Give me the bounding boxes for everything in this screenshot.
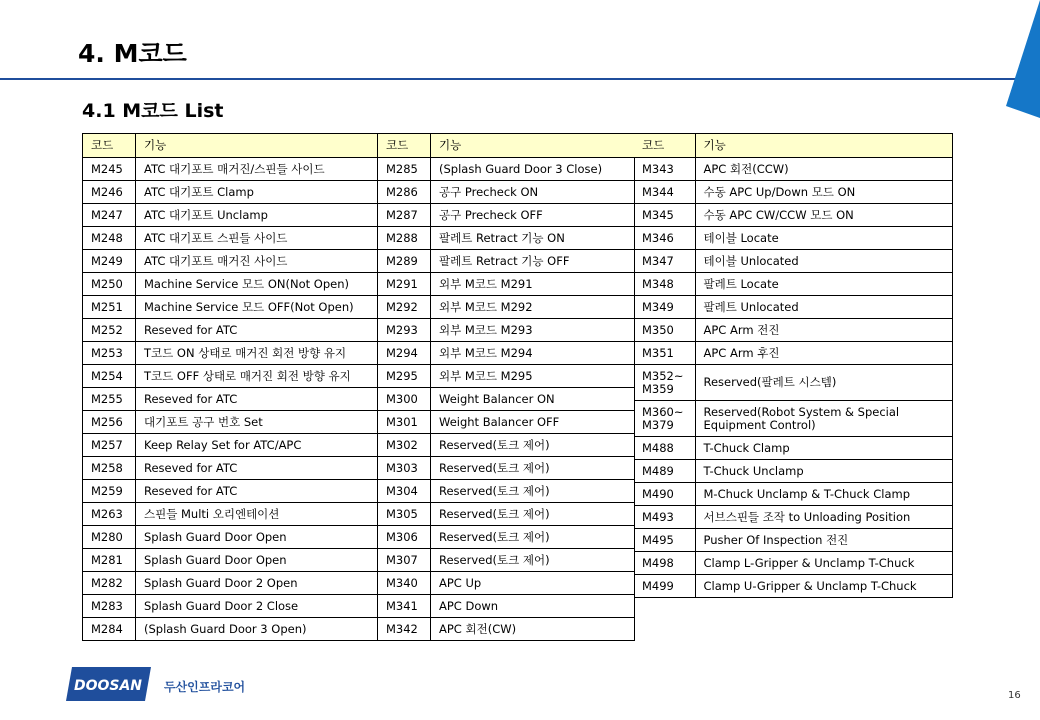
function-cell: Weight Balancer ON bbox=[431, 388, 635, 411]
table-row bbox=[83, 480, 635, 503]
table-row bbox=[634, 529, 952, 552]
function-cell: Reserved(Robot System & Special Equipment Control) bbox=[695, 401, 952, 437]
function-cell: 외부 M코드 M294 bbox=[431, 342, 635, 365]
table-row bbox=[634, 460, 952, 483]
function-cell: Splash Guard Door Open bbox=[136, 549, 378, 572]
code-cell: M343 bbox=[634, 158, 695, 181]
function-cell: 스핀들 Multi 오리엔테이션 bbox=[136, 503, 378, 526]
function-cell: 외부 M코드 M295 bbox=[431, 365, 635, 388]
function-cell: Clamp L-Gripper & Unclamp T-Chuck bbox=[695, 552, 952, 575]
table1-header-row bbox=[83, 134, 635, 158]
function-cell: ATC 대기포트 매거진/스핀들 사이드 bbox=[136, 158, 378, 181]
table2-header-row bbox=[634, 134, 952, 158]
function-cell: Machine Service 모드 OFF(Not Open) bbox=[136, 296, 378, 319]
function-cell: Reserved(토크 제어) bbox=[431, 526, 635, 549]
function-cell: T-Chuck Clamp bbox=[695, 437, 952, 460]
function-cell: Reserved(토크 제어) bbox=[431, 434, 635, 457]
header-cell: 기능 bbox=[431, 134, 635, 158]
function-cell: T코드 ON 상태로 매거진 회전 방향 유지 bbox=[136, 342, 378, 365]
code-cell: M246 bbox=[83, 181, 136, 204]
code-cell: M257 bbox=[83, 434, 136, 457]
table-row bbox=[83, 296, 635, 319]
table-row bbox=[634, 365, 952, 401]
function-cell: APC Up bbox=[431, 572, 635, 595]
code-cell: M288 bbox=[378, 227, 431, 250]
function-cell: 수동 APC CW/CCW 모드 ON bbox=[695, 204, 952, 227]
code-cell: M490 bbox=[634, 483, 695, 506]
code-cell: M351 bbox=[634, 342, 695, 365]
function-cell: APC Down bbox=[431, 595, 635, 618]
function-cell: 외부 M코드 M292 bbox=[431, 296, 635, 319]
table-row bbox=[83, 388, 635, 411]
table-row bbox=[634, 319, 952, 342]
function-cell: 팔레트 Locate bbox=[695, 273, 952, 296]
table-row bbox=[634, 401, 952, 437]
table-row bbox=[83, 595, 635, 618]
code-cell: M302 bbox=[378, 434, 431, 457]
code-cell: M348 bbox=[634, 273, 695, 296]
code-cell: M306 bbox=[378, 526, 431, 549]
function-cell: M-Chuck Unclamp & T-Chuck Clamp bbox=[695, 483, 952, 506]
table-row bbox=[83, 227, 635, 250]
code-cell: M303 bbox=[378, 457, 431, 480]
table-row bbox=[634, 483, 952, 506]
code-cell: M340 bbox=[378, 572, 431, 595]
mcode-table-left bbox=[82, 133, 635, 641]
table-row bbox=[83, 526, 635, 549]
code-cell: M286 bbox=[378, 181, 431, 204]
header-cell: 코드 bbox=[634, 134, 695, 158]
corner-decoration bbox=[1000, 0, 1040, 120]
slide-title: 4. M코드 bbox=[78, 39, 187, 68]
function-cell: 수동 APC Up/Down 모드 ON bbox=[695, 181, 952, 204]
function-cell: Splash Guard Door 2 Close bbox=[136, 595, 378, 618]
table-row bbox=[83, 618, 635, 641]
code-cell: M294 bbox=[378, 342, 431, 365]
header-cell: 기능 bbox=[136, 134, 378, 158]
function-cell: 공구 Precheck OFF bbox=[431, 204, 635, 227]
code-cell: M255 bbox=[83, 388, 136, 411]
code-cell: M287 bbox=[378, 204, 431, 227]
function-cell: (Splash Guard Door 3 Open) bbox=[136, 618, 378, 641]
code-cell: M360~ M379 bbox=[634, 401, 695, 437]
function-cell: 대기포트 공구 번호 Set bbox=[136, 411, 378, 434]
function-cell: Reserved(토크 제어) bbox=[431, 549, 635, 572]
logo-text: DOOSAN bbox=[73, 678, 143, 694]
table-row bbox=[83, 319, 635, 342]
code-cell: M295 bbox=[378, 365, 431, 388]
function-cell: 공구 Precheck ON bbox=[431, 181, 635, 204]
function-cell: Weight Balancer OFF bbox=[431, 411, 635, 434]
code-cell: M352~ M359 bbox=[634, 365, 695, 401]
table-row bbox=[83, 411, 635, 434]
code-cell: M493 bbox=[634, 506, 695, 529]
function-cell: (Splash Guard Door 3 Close) bbox=[431, 158, 635, 181]
function-cell: 외부 M코드 M293 bbox=[431, 319, 635, 342]
function-cell: T코드 OFF 상태로 매거진 회전 방향 유지 bbox=[136, 365, 378, 388]
table-row bbox=[83, 273, 635, 296]
function-cell: T-Chuck Unclamp bbox=[695, 460, 952, 483]
function-cell: Reseved for ATC bbox=[136, 319, 378, 342]
code-cell: M293 bbox=[378, 319, 431, 342]
code-cell: M344 bbox=[634, 181, 695, 204]
table-row bbox=[634, 437, 952, 460]
table-row bbox=[83, 158, 635, 181]
header-cell: 기능 bbox=[695, 134, 952, 158]
function-cell: APC Arm 후진 bbox=[695, 342, 952, 365]
table-row bbox=[83, 503, 635, 526]
code-cell: M305 bbox=[378, 503, 431, 526]
code-cell: M285 bbox=[378, 158, 431, 181]
code-cell: M498 bbox=[634, 552, 695, 575]
function-cell: APC 회전(CCW) bbox=[695, 158, 952, 181]
code-cell: M291 bbox=[378, 273, 431, 296]
doosan-logo bbox=[66, 667, 151, 701]
code-cell: M283 bbox=[83, 595, 136, 618]
table-row bbox=[634, 296, 952, 319]
table-row bbox=[634, 506, 952, 529]
code-cell: M259 bbox=[83, 480, 136, 503]
table-row bbox=[634, 158, 952, 181]
function-cell: 팔레트 Retract 기능 OFF bbox=[431, 250, 635, 273]
code-cell: M300 bbox=[378, 388, 431, 411]
function-cell: Reseved for ATC bbox=[136, 388, 378, 411]
function-cell: Clamp U-Gripper & Unclamp T-Chuck bbox=[695, 575, 952, 598]
code-cell: M307 bbox=[378, 549, 431, 572]
code-cell: M280 bbox=[83, 526, 136, 549]
code-cell: M495 bbox=[634, 529, 695, 552]
table-row bbox=[83, 457, 635, 480]
function-cell: ATC 대기포트 매거진 사이드 bbox=[136, 250, 378, 273]
function-cell: Reserved(토크 제어) bbox=[431, 503, 635, 526]
function-cell: 팔레트 Retract 기능 ON bbox=[431, 227, 635, 250]
function-cell: Machine Service 모드 ON(Not Open) bbox=[136, 273, 378, 296]
function-cell: Reseved for ATC bbox=[136, 480, 378, 503]
function-cell: Reserved(토크 제어) bbox=[431, 480, 635, 503]
code-cell: M304 bbox=[378, 480, 431, 503]
code-cell: M292 bbox=[378, 296, 431, 319]
table-row bbox=[83, 572, 635, 595]
code-cell: M247 bbox=[83, 204, 136, 227]
title-rule bbox=[0, 78, 1040, 80]
table-row bbox=[634, 273, 952, 296]
code-cell: M248 bbox=[83, 227, 136, 250]
function-cell: APC Arm 전진 bbox=[695, 319, 952, 342]
code-cell: M341 bbox=[378, 595, 431, 618]
function-cell: Reseved for ATC bbox=[136, 457, 378, 480]
code-cell: M350 bbox=[634, 319, 695, 342]
code-cell: M258 bbox=[83, 457, 136, 480]
code-cell: M349 bbox=[634, 296, 695, 319]
header-cell: 코드 bbox=[378, 134, 431, 158]
company-name: 두산인프라코어 bbox=[164, 680, 246, 694]
table-row bbox=[83, 549, 635, 572]
code-cell: M250 bbox=[83, 273, 136, 296]
code-cell: M499 bbox=[634, 575, 695, 598]
table-row bbox=[634, 204, 952, 227]
table-row bbox=[634, 181, 952, 204]
function-cell: Reserved(토크 제어) bbox=[431, 457, 635, 480]
function-cell: 테이블 Unlocated bbox=[695, 250, 952, 273]
mcode-table-right bbox=[634, 133, 953, 598]
code-cell: M253 bbox=[83, 342, 136, 365]
function-cell: APC 회전(CW) bbox=[431, 618, 635, 641]
code-cell: M252 bbox=[83, 319, 136, 342]
function-cell: Reserved(팔레트 시스템) bbox=[695, 365, 952, 401]
code-cell: M301 bbox=[378, 411, 431, 434]
code-cell: M249 bbox=[83, 250, 136, 273]
function-cell: ATC 대기포트 스핀들 사이드 bbox=[136, 227, 378, 250]
code-cell: M488 bbox=[634, 437, 695, 460]
section-subtitle: 4.1 M코드 List bbox=[82, 100, 224, 122]
code-cell: M245 bbox=[83, 158, 136, 181]
code-cell: M289 bbox=[378, 250, 431, 273]
table-row bbox=[83, 250, 635, 273]
code-cell: M251 bbox=[83, 296, 136, 319]
code-cell: M254 bbox=[83, 365, 136, 388]
code-cell: M347 bbox=[634, 250, 695, 273]
code-cell: M282 bbox=[83, 572, 136, 595]
table-row bbox=[83, 204, 635, 227]
page-number: 16 bbox=[1008, 690, 1021, 701]
code-cell: M263 bbox=[83, 503, 136, 526]
table-row bbox=[634, 575, 952, 598]
table-row bbox=[634, 227, 952, 250]
header-cell: 코드 bbox=[83, 134, 136, 158]
function-cell: Keep Relay Set for ATC/APC bbox=[136, 434, 378, 457]
function-cell: 테이블 Locate bbox=[695, 227, 952, 250]
table-row bbox=[634, 342, 952, 365]
code-cell: M256 bbox=[83, 411, 136, 434]
code-cell: M346 bbox=[634, 227, 695, 250]
table-row bbox=[83, 342, 635, 365]
table-row bbox=[634, 250, 952, 273]
function-cell: ATC 대기포트 Unclamp bbox=[136, 204, 378, 227]
code-cell: M342 bbox=[378, 618, 431, 641]
code-cell: M281 bbox=[83, 549, 136, 572]
function-cell: 서브스핀들 조작 to Unloading Position bbox=[695, 506, 952, 529]
function-cell: 외부 M코드 M291 bbox=[431, 273, 635, 296]
code-cell: M284 bbox=[83, 618, 136, 641]
code-cell: M489 bbox=[634, 460, 695, 483]
table-row bbox=[634, 552, 952, 575]
function-cell: Splash Guard Door 2 Open bbox=[136, 572, 378, 595]
table-row bbox=[83, 434, 635, 457]
function-cell: Splash Guard Door Open bbox=[136, 526, 378, 549]
function-cell: ATC 대기포트 Clamp bbox=[136, 181, 378, 204]
function-cell: 팔레트 Unlocated bbox=[695, 296, 952, 319]
table-row bbox=[83, 365, 635, 388]
code-cell: M345 bbox=[634, 204, 695, 227]
function-cell: Pusher Of Inspection 전진 bbox=[695, 529, 952, 552]
table-row bbox=[83, 181, 635, 204]
